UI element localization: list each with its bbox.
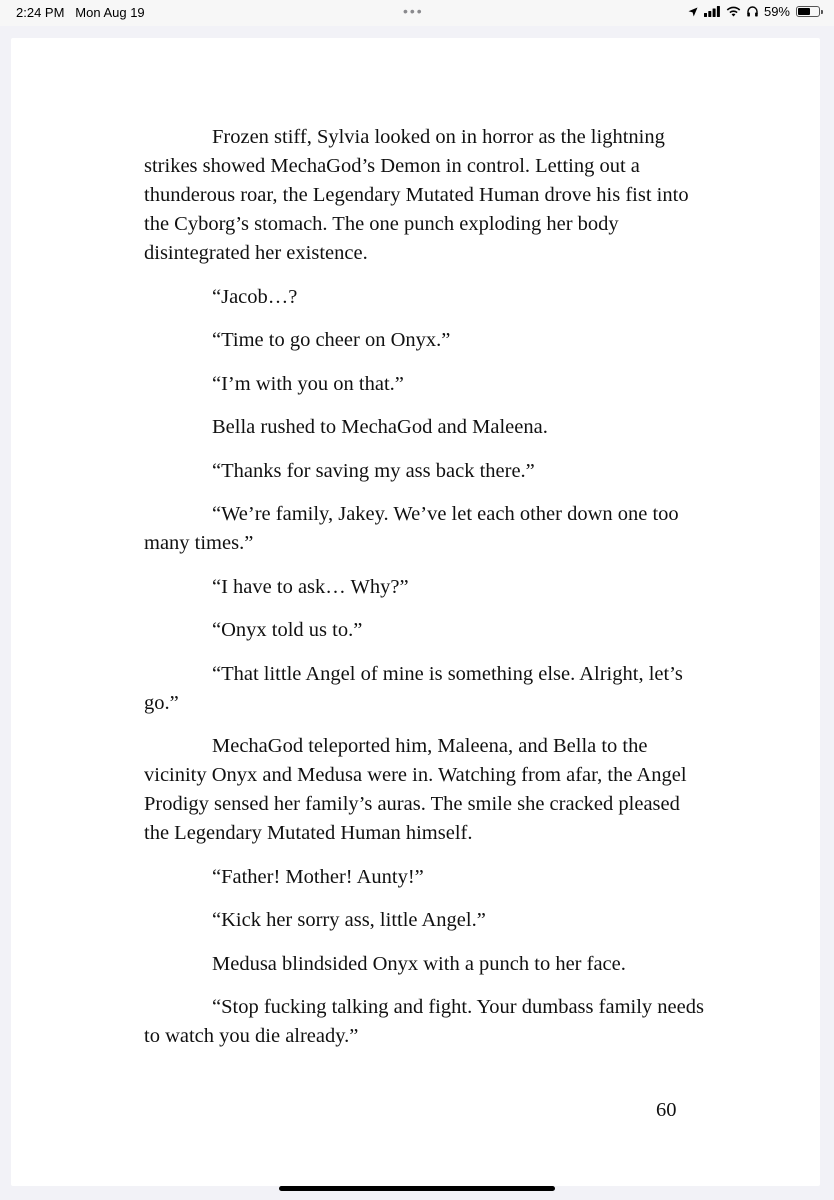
headphones-icon xyxy=(747,6,758,17)
paragraph: “Kick her sorry ass, little Angel.” xyxy=(212,909,486,931)
status-indicators xyxy=(688,4,820,19)
paragraph: Medusa blindsided Onyx with a punch to her face. xyxy=(212,952,626,975)
multitasking-menu-icon[interactable]: ••• xyxy=(403,3,424,19)
paragraph: “I’m with you on that.” xyxy=(212,372,404,395)
paragraph: “Onyx told us to.” xyxy=(212,619,363,641)
battery-tip xyxy=(821,10,823,14)
paragraph: “Thanks for saving my ass back there.” xyxy=(212,459,535,482)
status-bar xyxy=(0,0,834,26)
paragraph: “Time to go cheer on Onyx.” xyxy=(212,329,451,351)
paragraph: “I have to ask… Why?” xyxy=(212,575,409,598)
battery-percent: 59% xyxy=(763,4,790,19)
wifi-icon xyxy=(726,6,741,17)
paragraph: “Stop fucking talking and fight. Your dumbass family needs to watch you die already.” xyxy=(144,996,704,1047)
time-text: 2:24 PM xyxy=(16,5,65,20)
paragraph: “Father! Mother! Aunty!” xyxy=(212,865,424,888)
paragraph: MechaGod teleported him, Maleena, and Bella to the vicinity Onyx and Medusa were in. Watching from afar, the Angel Prodigy sensed her family’s auras. The smile she cracked pleased the Legendary Mutated Human himself. xyxy=(144,735,687,844)
paragraph: “That little Angel of mine is something else. Alright, let’s go.” xyxy=(144,662,683,714)
paragraph: “We’re family, Jakey. We’ve let each other down one too many times.” xyxy=(144,503,679,554)
home-indicator[interactable] xyxy=(279,1186,555,1191)
battery-icon xyxy=(796,6,820,17)
paragraph: Bella rushed to MechaGod and Maleena. xyxy=(212,416,548,438)
paragraph: “Jacob…? xyxy=(212,285,298,308)
document-page[interactable] xyxy=(11,38,820,1186)
paragraph: Frozen stiff, Sylvia looked on in horror as the lightning strikes showed MechaGod’s Demon in control. Letting out a thunderous roar, the Legendary Mutated Human drove his fist into the Cyborg’s stomach. The one punch exploding her body disintegrated her existence. xyxy=(144,126,689,264)
status-time xyxy=(16,5,145,20)
cellular-signal-icon xyxy=(704,6,720,17)
document-body xyxy=(144,123,704,1066)
location-icon xyxy=(688,7,698,17)
battery-level xyxy=(798,8,810,15)
page-number: 60 xyxy=(656,1099,677,1121)
date-text: Mon Aug 19 xyxy=(75,5,145,20)
